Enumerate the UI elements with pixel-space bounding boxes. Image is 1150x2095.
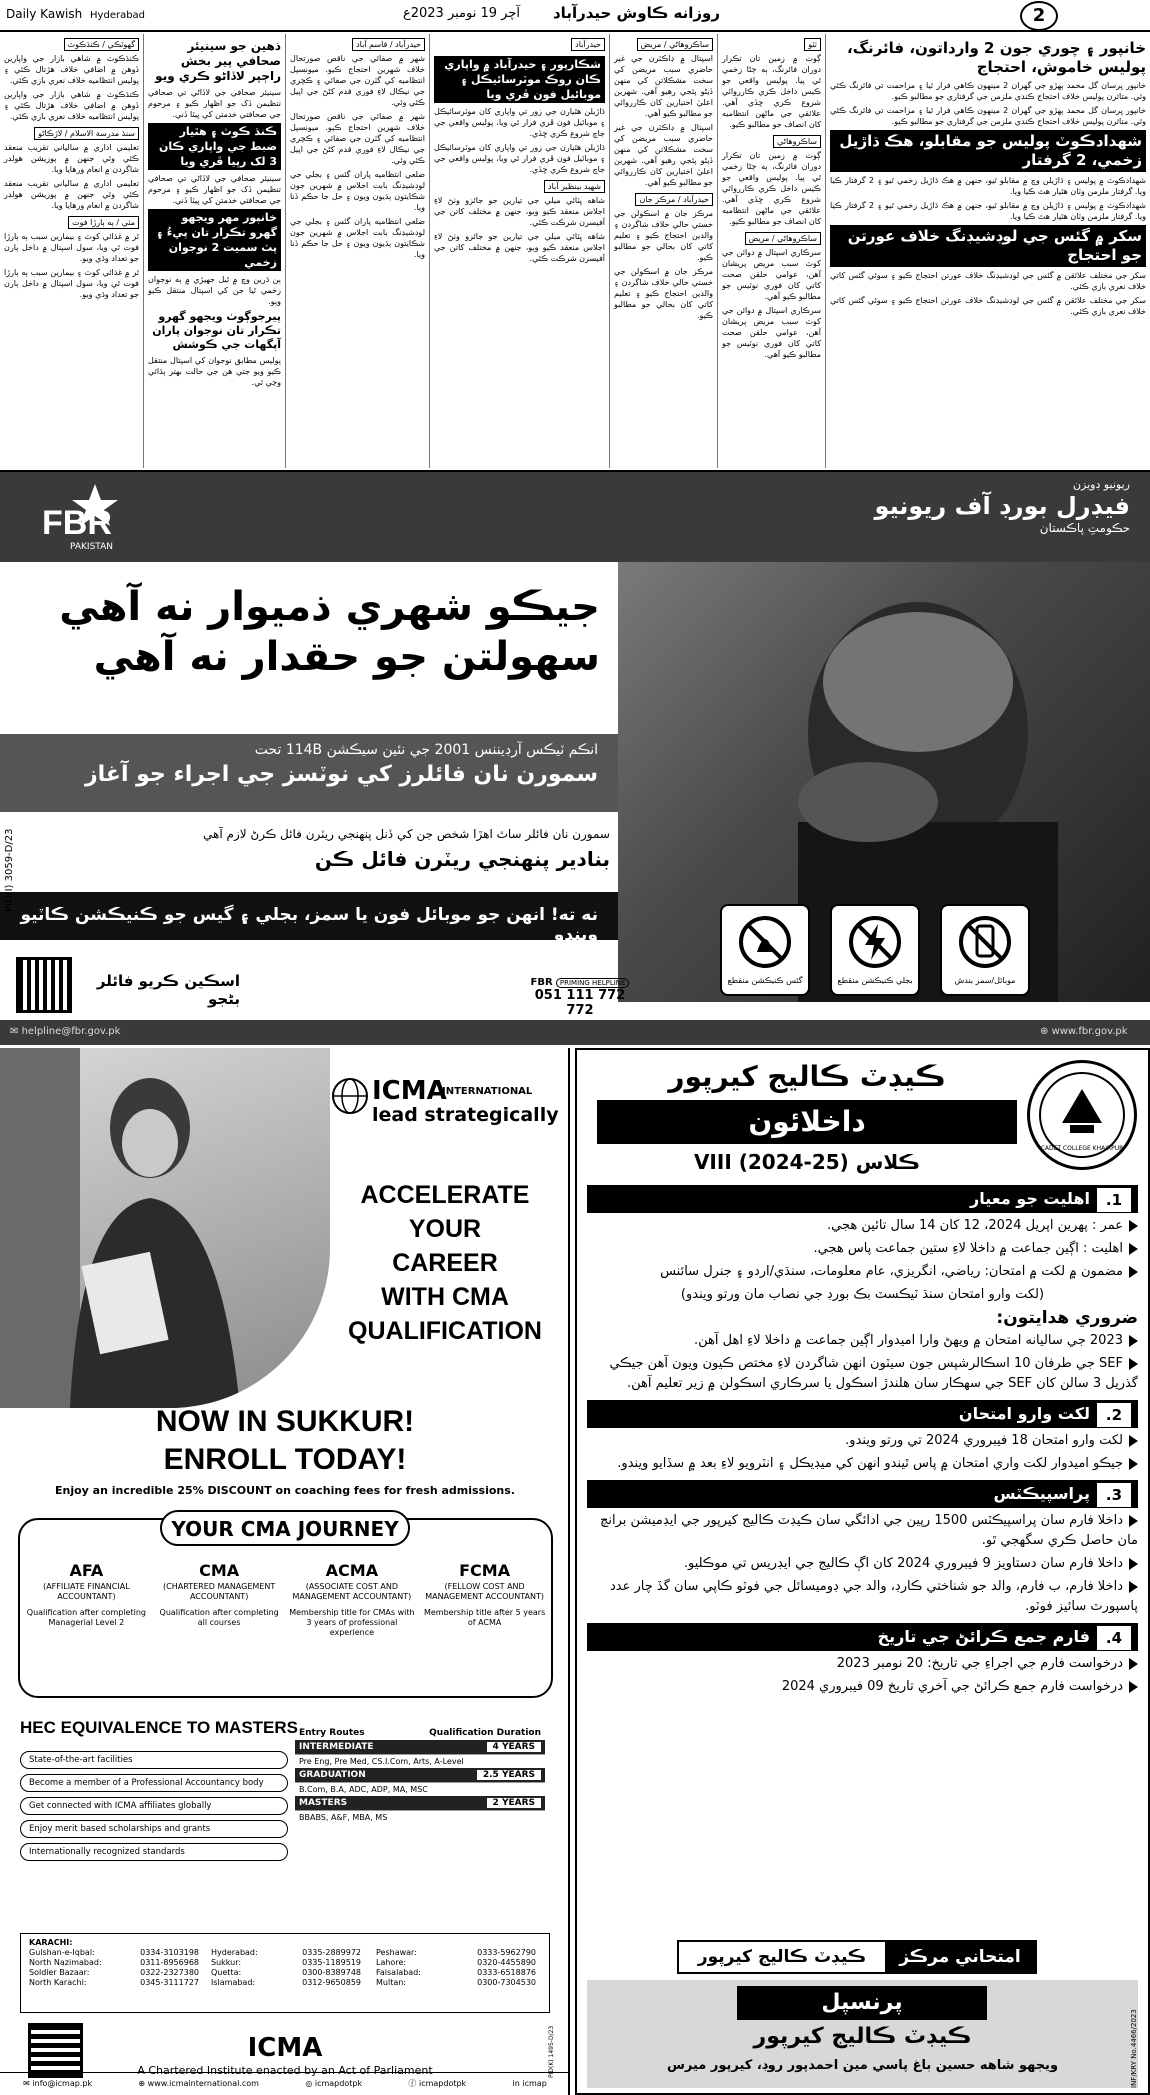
news-body: ٿر ۾ غذائي کوٽ ۽ بيمارين سبب ٻه ٻارڙا فوت ٿي ويا، سول اسپتال ۾ داخل ٻارن جو تعداد وڌي ويو.	[4, 232, 139, 263]
globe-icon: ⊕	[1040, 1026, 1052, 1037]
arrow-icon	[1129, 1558, 1138, 1570]
contact-place: Islamabad:	[211, 1978, 256, 1987]
news-dateline: ساڪروهاڻي	[773, 135, 821, 148]
fbr-logo	[30, 482, 160, 554]
route-years: 4 YEARS	[487, 1742, 541, 1752]
news-column-6	[144, 34, 286, 468]
icma-headline-line: ACCELERATE	[360, 1181, 530, 1209]
benefit-item: Become a member of a Professional Accountancy body	[20, 1774, 288, 1792]
mobile-off-label: موبائل/سمز بندش	[954, 976, 1016, 985]
stage-afa	[22, 1560, 150, 1638]
cadet-class: ڪلاس VIII (2024-25)	[693, 1150, 921, 1174]
fbr-advertisement	[0, 470, 1150, 1045]
icma-headline-line: CAREER	[392, 1249, 498, 1277]
news-column-7	[0, 34, 144, 468]
principal-label: پرنسپل	[737, 1986, 987, 2020]
news-body: سکر جي مختلف علائقن ۾ گئس جي لوڊشيڊنگ خلاف عورتن احتجاج ڪيو ۽ سوئي گئس کاتي خلاف نعري بازي ڪئي.	[830, 296, 1146, 316]
route-years: 2.5 YEARS	[477, 1770, 541, 1780]
news-headline: پيرجوڳوٺ ويجهو گهرو تڪرار تان نوجوان پاران آپگهات جي ڪوشش	[152, 310, 281, 351]
news-body: مرڪز جان ۾ اسڪولن جي خستي حالي خلاف شاگردن ۽ والدين احتجاج ڪيو ۽ تعليم کاتي کان بحالي جو مطالبو ڪيو.	[614, 209, 713, 262]
news-body: تعليمي اداري ۾ سالياني تقريب منعقد ڪئي وئي جنهن ۾ پوزيشن هولڊر شاگردن ۾ انعام ورهايا ويا.	[4, 143, 139, 174]
icma-journey	[18, 1518, 553, 1698]
icma-tagline: lead strategically	[372, 1104, 559, 1126]
news-column-3	[610, 34, 718, 468]
icma-stages	[20, 1560, 551, 1638]
exam-center-label: امتحاني مرڪز	[885, 1942, 1035, 1972]
news-body: سرڪاري اسپتال ۾ دوائن جي کوٽ سبب مريض پريشان آهن، عوامي حلقن صحت کاتي کان فوري نوٽيس جو مطالبو ڪيو آهي.	[722, 248, 821, 301]
news-body: ضلعي انتظاميه پاران گئس ۽ بجلي جي لوڊشيڊنگ بابت اجلاس ۾ شهرين جون شڪايتون ٻڌيون ويون ۽ حل جا حڪم ڏنا ويا.	[290, 217, 425, 259]
news-dateline: حيدرآباد	[571, 38, 605, 51]
crest-text: CADET COLLEGE KHAIRPUR	[1040, 1145, 1124, 1152]
fbr-footer	[0, 1020, 1150, 1045]
masthead-en	[6, 7, 145, 22]
page-number: 2	[1020, 1, 1058, 31]
line-text: مضمون ۾ لکت ۾ امتحان: رياضي، انگريزي، عام معلومات، سنڌي/اردو ۽ جنرل سائنس	[660, 1264, 1123, 1279]
news-body: شهر ۾ صفائي جي ناقص صورتحال خلاف شهرين احتجاج ڪيو. ميونسپل انتظاميه کي گٽرن جي صفائي ۽ ڪچري جي نيڪال لاءِ فوري قدم کڻڻ جي اپيل ڪئي وئي.	[290, 112, 425, 165]
stage-title: FCMA	[459, 1561, 511, 1580]
news-body: شهدادڪوٽ ۾ پوليس ۽ ڌاڙيلن وچ ۾ مقابلو ٿيو، جنهن ۾ هڪ ڌاڙيل زخمي ٿيو ۽ 2 گرفتار ڪيا ويا. گرفتار ملزمن وٽان هٿيار هٿ ڪيا ويا.	[830, 176, 1146, 196]
cadet-ref: INF/KRY No.4466/2023	[1130, 2009, 1138, 2088]
contact-phone[interactable]: 0333-5962790	[477, 1948, 536, 1957]
duration-title: Qualification Duration	[429, 1728, 541, 1738]
section-title: پراسپيڪٽس	[993, 1484, 1090, 1503]
linkedin-link[interactable]: in icmap	[512, 2079, 547, 2088]
news-dateline: ساڪروهاڻي / مريض	[637, 38, 713, 51]
line-text: داخلا فارم، ب فارم، والد جو شناختي ڪارڊ، والد جي ڊوميسائل جي فوٽو ڪاپي سان گڏ چار عدد پاسپورٽ سائيز فوٽو.	[610, 1579, 1138, 1614]
icma-sukkur: NOW IN SUKKUR!	[155, 1405, 415, 1438]
icma-pid: PID(K) 1495-D/23	[548, 2025, 555, 2078]
section-header	[587, 1400, 1138, 1428]
news-body: ٿر ۾ غذائي کوٽ ۽ بيمارين سبب ٻه ٻارڙا فوت ٿي ويا، سول اسپتال ۾ داخل ٻارن جو تعداد وڌي ويو.	[4, 268, 139, 299]
line-text: داخلا فارم سان پراسپيڪٽس 1500 رپين جي ادائگي سان ڪيڊٽ ڪاليج کيرپور جي ايڊميشن برانچ مان حاصل ڪري سگهجي ٿو.	[599, 1513, 1138, 1548]
stage-cma	[155, 1560, 283, 1638]
news-body: پوليس مطابق نوجوان کي اسپتال منتقل ڪيو ويو جتي هن جي حالت بهتر ٻڌائي وڃي ٿي.	[148, 356, 281, 387]
fbr-helpline	[520, 977, 640, 1017]
fbr-warning: نه ته! انهن جو موبائل فون يا سمز، بجلي ۽ گيس جو ڪنيڪشن ڪاٽيو ويندو	[20, 905, 598, 945]
line-text: عمر : پهرين اپريل 2024، 12 کان 14 سال تائين هجي.	[827, 1218, 1123, 1233]
contact-phone[interactable]: 0333-6518876	[477, 1968, 536, 1977]
gas-off-icon	[720, 904, 810, 996]
news-body: خانپور ڀرسان گل محمد ٻهڙو جي گهران 2 مينهون ڪاهي فرار ٿيا ۽ مزاحمت تي فائرنگ ڪئي وئي. متاثرن پوليس خلاف احتجاج ڪندي ملزمن جي گرفتاري جو مطالبو ڪيو.	[830, 106, 1146, 126]
issue-date: آچر 19 نومبر 2023ع	[402, 6, 520, 21]
section-header	[587, 1623, 1138, 1651]
route-name: INTERMEDIATE	[299, 1742, 374, 1752]
news-headline: ذهين جو سينيئر صحافي پير بخش راڄپر لاڏاڻو ڪري ويو	[155, 39, 281, 83]
icma-enroll	[0, 1403, 570, 1479]
news-dateline: ٺٽو	[804, 38, 821, 51]
fbr-launch: سمورن نان فائلرز کي نوٽسز جي اجراء جو آغاز	[84, 762, 598, 787]
news-headline: ڪنڌ ڪوٽ ۽ هٿيار ضبط جي واپاري ڪان 3 لک رپيا ڦري ويا	[148, 123, 281, 170]
section-line	[587, 1577, 1138, 1617]
fbr-helpline-tag: PRIMING HELPLINE	[556, 978, 630, 988]
route-name: MASTERS	[299, 1798, 348, 1808]
icma-journey-title: YOUR CMA JOURNEY	[160, 1510, 410, 1546]
stage-sub: (FELLOW COST AND MANAGEMENT ACCOUNTANT)	[425, 1582, 544, 1601]
news-body: ضلعي انتظاميه پاران گئس ۽ بجلي جي لوڊشيڊنگ بابت اجلاس ۾ شهرين جون شڪايتون ٻڌيون ويون ۽ حل جا حڪم ڏنا ويا.	[290, 170, 425, 212]
contact-place: Lahore:	[376, 1958, 407, 1967]
contact-place: Peshawar:	[376, 1948, 417, 1957]
stage-title: CMA	[199, 1561, 240, 1580]
news-headline: شڪارپور ۽ حيدرآباد ۾ واپاري ڪان روڪ موٽرسائيڪل ۽ موبائيل فون ڦري ويا	[434, 56, 605, 103]
fbr-headline-line2: سهولتن جو حقدار نه آهي	[93, 634, 600, 680]
icma-student-photo	[0, 1048, 330, 1408]
route-detail: BBABS, A&F, MBA, MS	[299, 1813, 388, 1822]
stage-sub: (AFFILIATE FINANCIAL ACCOUNTANT)	[43, 1582, 130, 1601]
icma-headline-line: QUALIFICATION	[348, 1317, 542, 1345]
student-image	[0, 1048, 330, 1408]
contact-place: Quetta:	[211, 1968, 242, 1977]
news-section	[0, 34, 1150, 468]
icma-headline-line: YOUR	[408, 1215, 482, 1243]
stage-sub: (CHARTERED MANAGEMENT ACCOUNTANT)	[163, 1582, 276, 1601]
news-body: خانپور ڀرسان گل محمد ٻهڙو جي گهران 2 مينهون ڪاهي فرار ٿيا ۽ مزاحمت تي فائرنگ ڪئي وئي. متاثرن پوليس خلاف احتجاج ڪندي ملزمن جي گرفتاري جو مطالبو ڪيو.	[830, 81, 1146, 101]
benefit-item: State-of-the-art facilities	[20, 1751, 288, 1769]
city-en: Hyderabad	[90, 10, 146, 21]
route-row	[295, 1740, 545, 1755]
social-text: icmapdotpk	[314, 2079, 363, 2088]
contact-phone[interactable]: 0335-1189519	[302, 1958, 361, 1967]
fbr-scan-label: اسڪين ڪريو فائلر بڻجو	[96, 972, 240, 1008]
arrow-icon	[1129, 1581, 1138, 1593]
icma-enroll-today: ENROLL TODAY!	[163, 1443, 407, 1476]
news-body: سينيئر صحافي جي لاڏاڻي تي صحافي تنظيمن ڏک جو اظهار ڪيو ۽ مرحوم جي صحافتي خدمتن کي ڀيٽا ڏني.	[148, 174, 281, 205]
section-number: .1	[1096, 1187, 1132, 1213]
section-line	[587, 1454, 1138, 1474]
section-line	[587, 1262, 1138, 1282]
icma-logo	[330, 1076, 570, 1136]
website-link[interactable]: ⊕ www.icmainternational.com	[138, 2079, 259, 2088]
icma-footer-desc: A Chartered Institute enacted by an Act of Parliament	[137, 2064, 433, 2077]
fbr-disconnect-icons	[720, 904, 1120, 1012]
gas-off-label: گئس ڪنيڪشن منقطع	[727, 976, 803, 985]
contact-place: North Nazimabad:	[29, 1958, 102, 1967]
fbr-notice: سمورن نان فائلر ساٿ اهڙا شخص جن کي ڏنل پنهنجي ريٽرن فائل ڪرڻ لازم آهي	[203, 827, 610, 841]
section-line	[587, 1239, 1138, 1259]
news-body: اسپتال ۾ ڊاڪٽرن جي غير حاضري سبب مريضن کي سخت مشڪلاتن کي منهن ڏيڻو پئجي رهيو آهي. شهرين اعليٰ اختيارين کان ڪارروائي جو مطالبو ڪيو آهي.	[614, 54, 713, 118]
contact-place: Sukkur:	[211, 1958, 242, 1967]
line-text: درخواست فارم جمع ڪرائڻ جي آخري تاريخ 09 فيبروري 2024	[781, 1679, 1123, 1694]
icma-hec-title: HEC EQUIVALENCE TO MASTERS	[20, 1718, 299, 1737]
route-years: 2 YEARS	[487, 1798, 541, 1808]
news-dateline: حيدرآباد / قاسم آباد	[352, 38, 425, 51]
social-text: info@icmap.pk	[32, 2079, 93, 2088]
fbr-ordinance-box	[0, 734, 618, 812]
section-header	[587, 1185, 1138, 1213]
route-name: GRADUATION	[299, 1770, 366, 1780]
icma-headline-line: WITH CMA	[381, 1283, 509, 1311]
icma-brand: ICMA	[372, 1076, 447, 1106]
news-body: ڳوٺ ۾ زمين تان تڪرار دوران فائرنگ، ٻه ڄڻا زخمي ٿي پيا. پوليس واقعي جو ڪيس داخل ڪري ڪارروائي شروع ڪري ڇڏي آهي. علائقي جي ماڻهن انتظاميه کان انصاف جو مطالبو ڪيو.	[722, 54, 821, 129]
fbr-headline	[20, 582, 600, 682]
news-body: ڌاڙيلن هٿيارن جي زور تي واپاري کان موٽرسائيڪل ۽ موبائيل فون ڦري فرار ٿي ويا، پوليس واقعي جي جاچ شروع ڪري ڇڏي.	[434, 143, 605, 174]
benefit-item: Internationally recognized standards	[20, 1843, 288, 1861]
news-body: شاهه ڀٽائي ميلي جي تيارين جو جائزو وٺڻ لاءِ اجلاس منعقد ڪيو ويو، جنهن ۾ مختلف کاتن جي آفيسرن شرڪت ڪئي.	[434, 232, 605, 263]
fbr-website-text: www.fbr.gov.pk	[1051, 1026, 1128, 1037]
email-link[interactable]: ✉ info@icmap.pk	[23, 2079, 93, 2088]
section-line	[587, 1654, 1138, 1674]
section-line	[587, 1511, 1138, 1551]
arrow-icon	[1129, 1658, 1138, 1670]
news-body: اسپتال ۾ ڊاڪٽرن جي غير حاضري سبب مريضن کي سخت مشڪلاتن کي منهن ڏيڻو پئجي رهيو آهي. شهرين اعليٰ اختيارين کان ڪارروائي جو مطالبو ڪيو آهي.	[614, 123, 713, 187]
contact-phone[interactable]: 0320-4455890	[477, 1958, 536, 1967]
fbr-helpline-number: 051 111 772 772	[534, 988, 626, 1018]
fbr-email-text: helpline@fbr.gov.pk	[21, 1026, 121, 1037]
news-headline: خانپور مهر ويجهو گهرو تڪرار تان پيءُ ۽ پٽ سميت 2 نوجوان زخمي	[148, 209, 281, 271]
contact-place: Faisalabad:	[376, 1968, 421, 1977]
benefit-item: Get connected with ICMA affiliates globally	[20, 1797, 288, 1815]
arrow-icon	[1129, 1266, 1138, 1278]
arrow-icon	[1129, 1435, 1138, 1447]
section-line	[587, 1331, 1138, 1351]
section-title: فارم جمع ڪرائڻ جي تاريخ	[877, 1627, 1090, 1646]
arrow-icon	[1129, 1335, 1138, 1347]
line-text: SEF جي طرفان 10 اسڪالرشپس جون سيٽون انهن شاگردن لاءِ مختص ڪيون ويون آهن جيڪي گذريل 3 سالن کان SEF جي سهڪار سان هلندڙ اسڪول يا سرڪاري اسڪولن ۾ زير تعليم آهن.	[609, 1356, 1138, 1391]
stage-fcma	[421, 1560, 549, 1638]
exam-center-value: ڪيڊٽ ڪاليج کيرپور	[697, 1947, 867, 1967]
stage-title: ACMA	[325, 1561, 379, 1580]
contact-phone[interactable]: 0335-2889972	[302, 1948, 361, 1957]
page-number-badge	[1020, 1, 1058, 31]
icma-advertisement	[0, 1048, 570, 2095]
cadet-college-advertisement	[575, 1048, 1150, 2095]
stage-desc: Membership title for CMAs with 3 years of professional experience	[289, 1608, 415, 1637]
icma-entry-routes	[295, 1726, 545, 1824]
line-text: جيڪو اميدوار لکت واري امتحان ۾ پاس ٿيندو انهن کي ميڊيڪل ۽ انٽرويو لاءِ بعد ۾ سڏايو ويندو.	[617, 1456, 1123, 1471]
arrow-icon	[1129, 1358, 1138, 1370]
contacts-city: KARACHI:	[29, 1938, 73, 1947]
power-off-icon	[830, 904, 920, 996]
cadet-title: ڪيڊٽ ڪاليج کيرپور	[668, 1060, 946, 1093]
news-headline: شهدادڪوٽ پوليس جو مقابلو، هڪ ڌاڙيل زخمي، 2 گرفتار	[830, 130, 1146, 172]
news-body: سکر جي مختلف علائقن ۾ گئس جي لوڊشيڊنگ خلاف عورتن احتجاج ڪيو ۽ سوئي گئس کاتي خلاف نعري بازي ڪئي.	[830, 271, 1146, 291]
news-headline: خانپور ۽ چوري جون 2 وارداتون، فائرنگ، پوليس خاموش، احتجاج	[847, 39, 1146, 76]
social-text: icmap	[522, 2079, 547, 2088]
arrow-icon	[1129, 1515, 1138, 1527]
stage-desc: Membership title after 5 years of ACMA	[423, 1608, 546, 1627]
exam-center-box	[677, 1940, 1037, 1974]
section-line	[587, 1677, 1138, 1697]
line-text: لکت وارو امتحان 18 فيبروري 2024 تي ورتو ويندو.	[845, 1433, 1123, 1448]
section-number: .4	[1096, 1625, 1132, 1651]
news-dateline: مٺي / ٻه ٻارڙا فوت	[68, 216, 139, 229]
contact-place: Gulshan-e-Iqbal:	[29, 1948, 95, 1957]
news-column-5	[286, 34, 430, 468]
section-header	[587, 1480, 1138, 1508]
stage-acma	[288, 1560, 416, 1638]
benefit-item: Enjoy merit based scholarships and grants	[20, 1820, 288, 1838]
news-body: ڪنڌڪوٽ ۾ شاهي بازار جي واپارين ڏوهن ۾ اضافي خلاف هڙتال ڪئي ۽ پوليس انتظاميه خلاف نعري بازي ڪئي.	[4, 90, 139, 121]
icma-footer-brand: ICMA	[247, 2033, 323, 2063]
contacts-group	[376, 1948, 536, 1988]
fbr-gov: حڪومتِ پاڪستان	[1039, 521, 1130, 535]
fbr-ordinance: انڪم ٽيڪس آرڊيننس 2001 جي نئين سيڪشن 114B تحت	[254, 742, 598, 758]
fbr-org	[840, 478, 1130, 535]
contact-phone[interactable]: 0334-3103198	[140, 1948, 199, 1957]
fbr-org-name: فيڊرل بورڊ آف ريونيو	[874, 492, 1130, 520]
fbr-helpline-label: FBR	[530, 977, 553, 988]
section-line	[587, 1216, 1138, 1236]
cadet-sections	[587, 1185, 1138, 1700]
icma-social-bar	[0, 2072, 570, 2094]
icma-contacts	[20, 1933, 550, 2013]
paper-name-en: Daily Kawish	[6, 7, 83, 21]
news-body: شهر ۾ صفائي جي ناقص صورتحال خلاف شهرين احتجاج ڪيو. ميونسپل انتظاميه کي گٽرن جي صفائي ۽ ڪچري جي نيڪال لاءِ فوري قدم کڻڻ جي اپيل ڪئي وئي.	[290, 54, 425, 107]
arrow-icon	[1129, 1681, 1138, 1693]
fbr-headline-line1: جيڪو شهري ذميوار نه آهي	[59, 584, 600, 630]
contact-place: Hyderabad:	[211, 1948, 258, 1957]
newspaper-header	[0, 0, 1150, 32]
fbr-qr-code	[16, 957, 72, 1013]
section-number: .3	[1096, 1482, 1132, 1508]
news-dateline: ساڪروهاڻي / مريض	[745, 232, 821, 245]
entry-routes-title: Entry Routes	[299, 1728, 365, 1738]
news-body: سرڪاري اسپتال ۾ دوائن جي کوٽ سبب مريض پريشان آهن، عوامي حلقن صحت کاتي کان فوري نوٽيس جو مطالبو ڪيو آهي.	[722, 306, 821, 359]
contact-place: North Karachi:	[29, 1978, 87, 1987]
section-number: .2	[1096, 1402, 1132, 1428]
news-dateline: گهوٽڪي / ڪنڌڪوٽ	[64, 38, 139, 51]
instagram-link[interactable]: ◎ icmapdotpk	[305, 2079, 363, 2088]
principal-college: ڪيڊٽ ڪاليج کيرپور	[753, 2024, 972, 2049]
news-column-1	[826, 34, 1150, 468]
contact-place: Soldier Bazaar:	[29, 1968, 90, 1977]
news-body: ٻن ڌرين وچ ۾ ٿيل جهيڙي ۾ ٻه نوجوان زخمي ٿيا جن کي اسپتال منتقل ڪيو ويو.	[148, 275, 281, 306]
section-line	[587, 1354, 1138, 1394]
section-note: (لکت وارو امتحان سنڌ ٽيڪسٽ بڪ بورڊ جي نصاب مان ورتو ويندو)	[680, 1287, 1045, 1302]
arrow-icon	[1129, 1220, 1138, 1232]
fbr-website[interactable]	[1040, 1026, 1128, 1037]
arrow-icon	[1129, 1243, 1138, 1255]
news-body: شاهه ڀٽائي ميلي جي تيارين جو جائزو وٺڻ لاءِ اجلاس منعقد ڪيو ويو، جنهن ۾ مختلف کاتن جي آفيسرن شرڪت ڪئي.	[434, 196, 605, 227]
news-dateline: شهيد بينظير آباد	[544, 180, 605, 193]
section-title: لکت وارو امتحان	[958, 1404, 1090, 1423]
globe-icon	[330, 1076, 370, 1116]
stage-title: AFA	[69, 1561, 104, 1580]
route-detail: Pre Eng, Pre Med, CS.I.Com, Arts, A-Level	[299, 1757, 464, 1766]
cadet-crest	[1027, 1060, 1137, 1170]
stage-desc: Qualification after completing Managerial Level 2	[26, 1608, 146, 1627]
cadet-admission: داخلائون	[597, 1100, 1017, 1144]
icma-discount: Enjoy an incredible 25% DISCOUNT on coaching fees for fresh admissions.	[55, 1484, 515, 1497]
arrow-icon	[1129, 1458, 1138, 1470]
icma-headline	[340, 1178, 550, 1348]
power-off-label: بجلي ڪنيڪشن منقطع	[837, 976, 913, 985]
masthead-sd: روزانه ڪاوش حيدرآباد	[552, 4, 720, 22]
news-column-4	[430, 34, 610, 468]
contacts-group	[211, 1948, 361, 1988]
principal-block	[587, 1980, 1138, 2088]
stage-sub: (ASSOCIATE COST AND MANAGEMENT ACCOUNTANT)	[292, 1582, 412, 1601]
section-title: ضروري هدايتون:	[996, 1308, 1138, 1328]
news-body: سينيئر صحافي جي لاڏاڻي تي صحافي تنظيمن ڏک جو اظهار ڪيو ۽ مرحوم جي صحافتي خدمتن کي ڀيٽا ڏني.	[148, 88, 281, 119]
news-dateline: حيدرآباد / مرڪز جان	[635, 193, 713, 206]
news-body: ڳوٺ ۾ زمين تان تڪرار دوران فائرنگ، ٻه ڄڻا زخمي ٿي پيا. پوليس واقعي جو ڪيس داخل ڪري ڪارروائي شروع ڪري ڇڏي آهي. علائقي جي ماڻهن انتظاميه کان انصاف جو مطالبو ڪيو.	[722, 151, 821, 226]
fbr-logo-text: FBR	[42, 504, 112, 542]
route-detail: B.Com, B.A, ADC, ADP, MA, MSC	[299, 1785, 428, 1794]
social-text: www.icmainternational.com	[147, 2079, 259, 2088]
news-column-2	[718, 34, 826, 468]
news-body: شهدادڪوٽ ۾ پوليس ۽ ڌاڙيلن وچ ۾ مقابلو ٿيو، جنهن ۾ هڪ ڌاڙيل زخمي ٿيو ۽ 2 گرفتار ڪيا ويا. گرفتار ملزمن وٽان هٿيار هٿ ڪيا ويا.	[830, 201, 1146, 221]
section-line	[587, 1431, 1138, 1451]
fbr-email[interactable]	[10, 1026, 120, 1037]
fbr-pid: PID(I) 3059-D/23	[4, 828, 15, 912]
stage-desc: Qualification after completing all courses	[159, 1608, 279, 1627]
fbr-division: ريونيو ڊويزن	[1072, 478, 1130, 491]
fbr-logo-sub: PAKISTAN	[70, 542, 113, 552]
contact-phone[interactable]: 0311-8956968	[140, 1958, 199, 1967]
line-text: 2023 جي ساليانه امتحان ۾ ويهڻ وارا اميدوار اڳين جماعت ۾ داخلا لاءِ اهل آهن.	[694, 1333, 1123, 1348]
contact-place: Multan:	[376, 1978, 406, 1987]
line-text: درخواست فارم جي اجراءِ جي تاريخ: 20 نومبر 2023	[836, 1656, 1123, 1671]
section-line	[587, 1554, 1138, 1574]
facebook-link[interactable]: ⓕ icmapdotpk	[408, 2079, 467, 2088]
contacts-group	[29, 1938, 199, 1988]
news-dateline: سنڌ مدرسة الاسلام / لاڙڪاڻو	[34, 127, 139, 140]
section-title: اهليت جو معيار	[970, 1189, 1090, 1208]
route-row	[295, 1796, 545, 1811]
news-body: ڪنڌڪوٽ ۾ شاهي بازار جي واپارين ڏوهن ۾ اضافي خلاف هڙتال ڪئي ۽ پوليس انتظاميه خلاف نعري بازي ڪئي.	[4, 54, 139, 85]
contact-phone[interactable]: 0300-7304530	[477, 1978, 536, 1987]
icma-brand-sub: INTERNATIONAL	[442, 1086, 533, 1097]
contact-phone[interactable]: 0300-8389748	[302, 1968, 361, 1977]
news-body: مرڪز جان ۾ اسڪولن جي خستي حالي خلاف شاگردن ۽ والدين احتجاج ڪيو ۽ تعليم کاتي کان بحالي جو مطالبو ڪيو.	[614, 267, 713, 320]
contact-phone[interactable]: 0345-3111727	[140, 1978, 199, 1987]
mobile-off-icon	[940, 904, 1030, 996]
news-headline: سکر ۾ گئس جي لوڊشيڊنگ خلاف عورتن جو احتجاج	[830, 225, 1146, 267]
fbr-warning-bar	[0, 892, 618, 945]
fbr-cta: بنادير پنهنجي ريٽرن فائل ڪن	[314, 847, 610, 871]
line-text: اهليت : اڳين جماعت ۾ داخلا لاءِ ستين جماعت پاس هجي.	[813, 1241, 1123, 1256]
email-icon: ✉	[10, 1026, 22, 1037]
route-row	[295, 1768, 545, 1783]
fbr-banner	[0, 472, 1150, 562]
icma-benefits	[20, 1751, 288, 1866]
social-text: icmapdotpk	[418, 2079, 467, 2088]
line-text: داخلا فارم سان دستاويز 9 فيبروري 2024 کان اڳ ڪاليج جي ايڊريس تي موڪليو.	[683, 1556, 1123, 1571]
news-body: تعليمي اداري ۾ سالياني تقريب منعقد ڪئي وئي جنهن ۾ پوزيشن هولڊر شاگردن ۾ انعام ورهايا ويا.	[4, 179, 139, 210]
contact-phone[interactable]: 0322-2327380	[140, 1968, 199, 1977]
cadet-address: ويجهو شاهه حسين باغ پاسي مين احمدپور روڊ، کيرپور ميرس	[666, 2058, 1059, 2073]
contact-phone[interactable]: 0312-9650859	[302, 1978, 361, 1987]
news-body: ڌاڙيلن هٿيارن جي زور تي واپاري کان موٽرسائيڪل ۽ موبائيل فون ڦري فرار ٿي ويا، پوليس واقعي جي جاچ شروع ڪري ڇڏي.	[434, 107, 605, 138]
